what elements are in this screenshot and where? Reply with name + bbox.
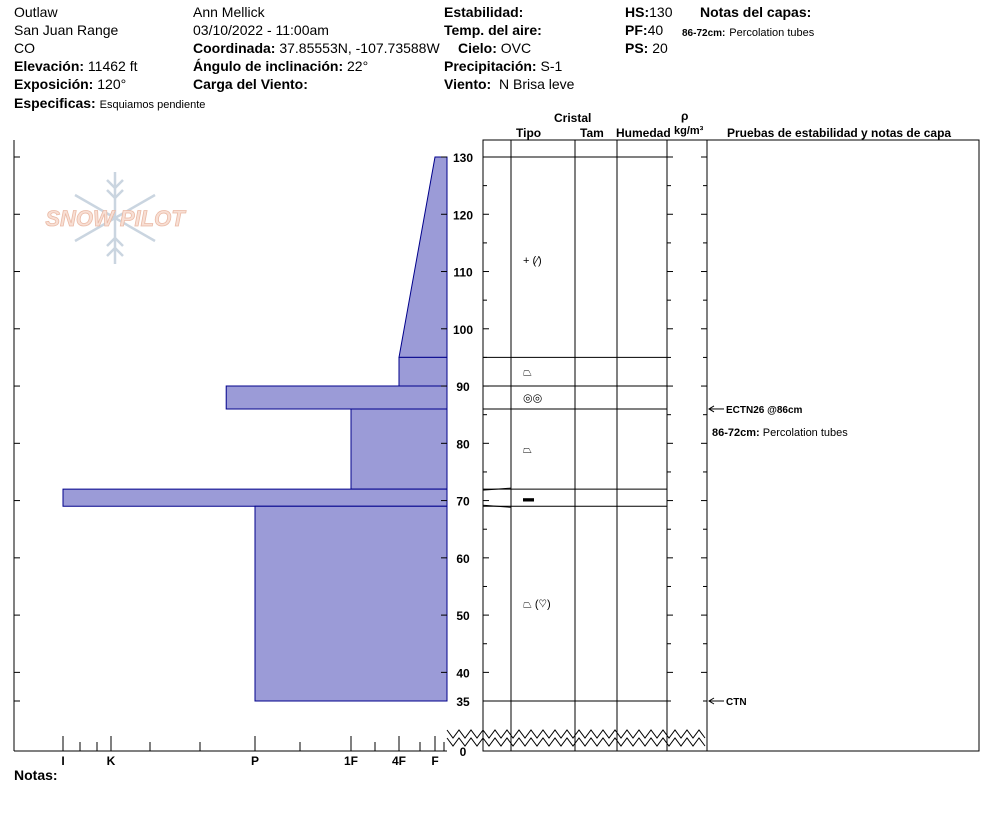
grain-table-frame [483,140,707,751]
break-zigzag [483,730,705,738]
depth-label: 90 [456,380,470,395]
snowpilot-logo [45,172,186,264]
layer-notes-label: Notas del capas: [700,4,812,20]
aspect-value: 120° [97,76,127,92]
layer-note-range: 86-72cm: [682,28,726,39]
depth-label: 0 [459,745,467,759]
wind-label: Viento: [444,76,492,92]
location: Outlaw [14,4,58,20]
specifics-value: Esquiamos pendiente [99,99,206,111]
wind-load-label: Carga del Viento: [193,76,308,92]
hardness-layer-0 [399,157,447,357]
sky-value: OVC [500,40,532,56]
hardness-tick-label: K [106,754,116,768]
grain-symbol: + (⁄) [523,255,542,268]
layer-note-text: Percolation tubes [729,27,815,39]
rho-header: ρ [681,109,689,123]
tests-header: Pruebas de estabilidad y notas de capa [727,126,952,140]
depth-label: 110 [453,265,473,280]
depth-label: 70 [456,494,470,509]
grain-symbol: ◎◎ [523,392,543,405]
elevation-label: Elevación: [14,58,85,74]
hardness-layer-1 [399,357,447,386]
air-temp-label: Temp. del aire: [444,22,542,38]
grain-symbol: ▬ [523,492,534,505]
layer-note-range: 86-72cm: [712,426,763,439]
break-zigzag [483,738,705,746]
slope-value: 22° [347,58,369,74]
observer: Ann Mellick [193,4,265,20]
depth-label: 35 [456,695,470,709]
axis-break [447,730,705,746]
hardness-layer-4 [63,489,447,506]
ps-value: 20 [652,40,668,56]
range: San Juan Range [14,22,119,38]
depth-label: 80 [456,437,470,452]
hs-label: HS: [625,4,650,20]
grain-symbol: ⏢ [523,366,532,379]
crystal-header: Cristal [554,111,592,125]
pf-label: PF: [625,22,648,38]
depth-label: 130 [452,151,474,165]
hardness-tick-label: 4F [391,754,407,768]
type-header: Tipo [516,126,542,140]
stability-test-label: ECTN26 @86cm [726,404,803,416]
wind-value: N Brisa leve [498,76,575,92]
hardness-tick-label: I [61,754,65,768]
layer-note-text: Percolation tubes [762,426,848,439]
break-zigzag [447,730,483,738]
size-header: Tam [580,126,604,140]
pf-value: 40 [647,22,664,38]
datetime: 03/10/2022 - 11:00am [193,22,329,38]
grain-symbol: ⏢ (♡) [523,598,551,611]
hardness-tick-label: F [431,754,439,768]
notes-label: Notas: [14,767,58,783]
stability-test-label: CTN [726,697,747,708]
ps-label: PS: [625,40,649,56]
hs-value: 130 [649,4,673,20]
grain-symbol: ⏢ [523,444,532,457]
state: CO [14,40,35,56]
precip-label: Precipitación: [444,58,537,74]
specifics-label: Especificas: [14,95,96,111]
elevation-value: 11462 ft [87,58,138,74]
logo-text: SNOW PILOT [45,206,185,231]
depth-label: 40 [456,666,470,681]
depth-label: 60 [456,551,470,566]
hardness-tick-label: 1F [343,754,359,768]
depth-label: 120 [452,208,474,223]
depth-label: 100 [452,322,474,337]
hardness-layer-2 [226,386,447,409]
layer-note [712,427,848,439]
moisture-header: Humedad [616,126,671,140]
hardness-tick-label: P [250,754,260,768]
coord-value: 37.85553N, -107.73588W [279,40,440,56]
tests-frame [707,140,979,751]
hardness-layer-5 [255,506,447,701]
slope-label: Ángulo de inclinación: [193,58,344,74]
density-unit-header: kg/m³ [674,125,704,137]
sky-label: Cielo: [458,40,497,56]
stability-label: Estabilidad: [444,4,524,20]
coord-label: Coordinada: [193,40,276,56]
hardness-layer-3 [351,409,447,489]
depth-label: 50 [456,609,470,624]
precip-value: S-1 [540,58,563,74]
aspect-label: Exposición: [14,76,94,92]
